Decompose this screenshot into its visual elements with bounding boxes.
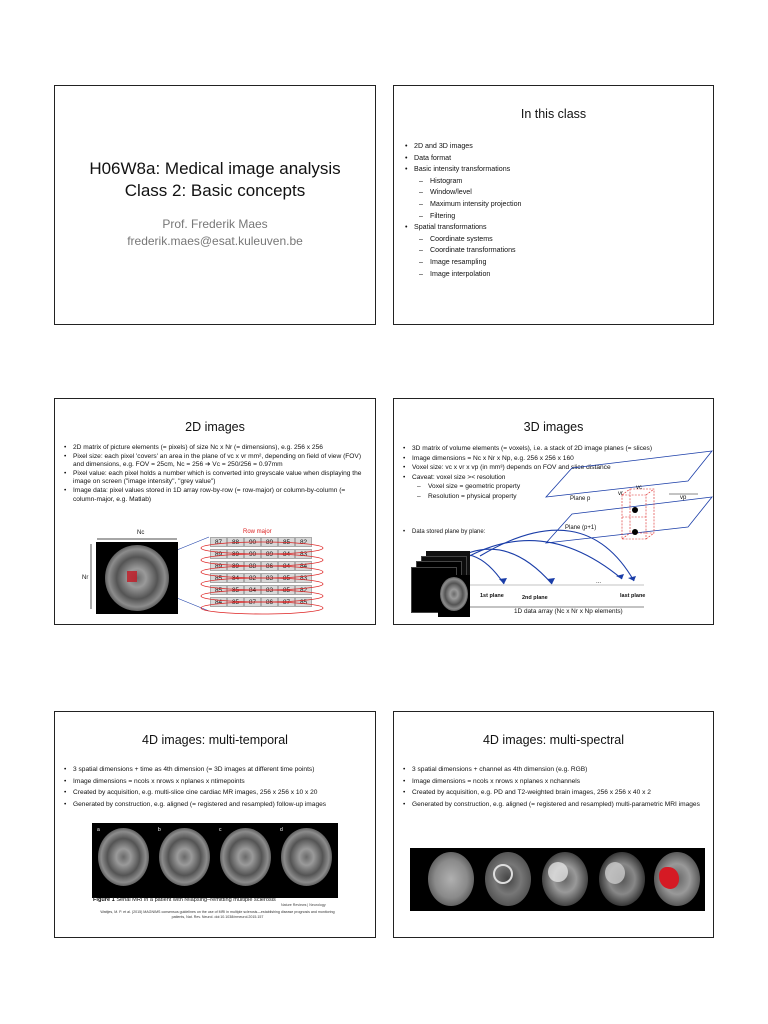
slide-title <box>54 85 376 325</box>
pixel-value-cell: 89 <box>261 549 278 559</box>
bullet-item: • Generated by construction, e.g. aligned (= registered and resampled) follow-up images <box>63 799 365 811</box>
pixel-value-cell: 83 <box>261 585 278 595</box>
bullet-item: • Pixel value: each pixel holds a number which is converted into greyscale value when displaying the image on screen ("image intensity", "grey value") <box>63 470 365 487</box>
pixel-value-cell: 85 <box>295 597 312 607</box>
pixel-value-cell: 83 <box>295 573 312 583</box>
bullet-item: • Generated by construction, e.g. aligned (= registered and resampled) multi-parametric MRI images <box>402 799 702 811</box>
pixel-value-cell: 82 <box>244 573 261 583</box>
sub-bullet-item: – Image resampling <box>404 257 704 269</box>
pixel-value-cell: 86 <box>261 561 278 571</box>
mri-panel-a: a <box>95 826 152 888</box>
pixel-value-cell: 85 <box>227 597 244 607</box>
bullet-item: • Caveat: voxel size >< resolution <box>402 473 702 483</box>
bullet-item: • Created by acquisition, e.g. multi-slice cine cardiac MR images, 256 x 256 x 10 x 20 <box>63 787 365 799</box>
bullet-item: • Image dimensions = Nc x Nr x Np, e.g. 256 x 256 x 160 <box>402 454 702 464</box>
pixel-value-cell: 85 <box>210 585 227 595</box>
pixel-value-cell: 86 <box>261 597 278 607</box>
course-title: H06W8a: Medical image analysis Class 2: Basic concepts <box>89 159 341 200</box>
slide-title-text: 4D images: multi-spectral <box>482 733 624 747</box>
pixel-value-cell: 87 <box>210 537 227 547</box>
coronal-mri-slice <box>438 575 470 617</box>
slide-title-text: In this class <box>520 107 587 121</box>
pixel-value-cell: 84 <box>295 561 312 571</box>
bullet-list <box>404 141 704 280</box>
citation: Wattjes, M. P. et al. (2015) MAGNIMS consensus guidelines on the use of MRI in multiple sclerosis—establishing disease prognosis and monitoring patients, Nat. Rev. Neurol. doi:10.1038/nrneurol.2015.157 <box>100 910 335 919</box>
figure-caption: Figure 1 Serial MRI in a patient with relapsing–remitting multiple sclerosis <box>93 897 276 903</box>
slide-in-this-class <box>393 85 714 325</box>
slide-2d-images <box>54 398 376 625</box>
slide-title-text: 3D images <box>523 420 584 434</box>
pixel-value-cell: 82 <box>295 585 312 595</box>
bullet-item: • Data format <box>404 153 704 165</box>
pixel-value-cell: 85 <box>278 585 295 595</box>
pixel-value-cell: 87 <box>244 597 261 607</box>
multispectral-mri-strip <box>410 848 705 911</box>
pixel-value-cell: 84 <box>278 549 295 559</box>
pixel-value-cell: 88 <box>244 561 261 571</box>
pixel-value-cell: 84 <box>227 573 244 583</box>
author-name: Prof. Frederik Maes <box>162 217 268 231</box>
mri-panel-b: b <box>156 826 213 888</box>
bullet-item: • Created by acquisition, e.g. PD and T2-weighted brain images, 256 x 256 x 40 x 2 <box>402 787 702 799</box>
array-caption: 1D data array (Nc x Nr x Np elements) <box>514 608 623 615</box>
pixel-value-cell: 89 <box>227 549 244 559</box>
pixel-value-cell: 89 <box>261 537 278 547</box>
pixel-value-cell: 90 <box>244 549 261 559</box>
vp-label: vp <box>680 495 687 501</box>
pixel-value-cell: 87 <box>278 597 295 607</box>
data-stored-label: • Data stored plane by plane: <box>403 529 486 535</box>
slide-4d-multi-spectral <box>393 711 714 938</box>
bullet-item: • 3 spatial dimensions + time as 4th dimension (= 3D images at different time points) <box>63 764 365 776</box>
journal-label: Nature Reviews | Neurology <box>281 903 326 907</box>
mri-channel-4 <box>593 850 651 908</box>
mri-axial-image <box>96 542 178 614</box>
pixel-value-cell: 84 <box>278 561 295 571</box>
mri-channel-3 <box>536 850 594 908</box>
nc-label: Nc <box>137 530 145 536</box>
row-major-label: Row major <box>243 529 272 535</box>
bullet-item: • Voxel size: vc x vr x vp (in mm³) depends on FOV and slice distance <box>402 463 702 473</box>
vc-label: vc <box>636 485 642 491</box>
sub-bullet-item: – Filtering <box>404 211 704 223</box>
sub-bullet-item: – Histogram <box>404 176 704 188</box>
mri-panel-c: c <box>217 826 274 888</box>
pixel-value-cell: 85 <box>278 573 295 583</box>
mri-channel-2 <box>479 850 537 908</box>
sub-bullet-item: – Maximum intensity projection <box>404 199 704 211</box>
bullet-item: • Image dimensions = ncols x nrows x nplanes x nchannels <box>402 776 702 788</box>
pixel-value-cell: 89 <box>210 549 227 559</box>
bullet-item: • 3D matrix of volume elements (= voxels), i.e. a stack of 2D image planes (= slices) <box>402 444 702 454</box>
sub-bullet-item: – Coordinate systems <box>404 234 704 246</box>
slide-3d-images <box>393 398 714 625</box>
pixel-value-cell: 83 <box>261 573 278 583</box>
sub-bullet-item: – Window/level <box>404 187 704 199</box>
first-plane-label: 1st plane <box>480 593 504 599</box>
pixel-value-cell: 88 <box>227 537 244 547</box>
plane-p1-label: Plane (p+1) <box>565 525 597 531</box>
mri-panel-d: d <box>278 826 335 888</box>
pixel-value-cell: 84 <box>244 585 261 595</box>
pixel-value-cell: 90 <box>244 537 261 547</box>
bullet-item: • 2D matrix of picture elements (= pixels) of size Nc x Nr (= dimensions), e.g. 256 x 256 <box>63 444 365 453</box>
sub-bullet-item: – Image interpolation <box>404 269 704 281</box>
slice-stack <box>406 551 470 621</box>
bullet-list <box>63 764 365 810</box>
pixel-value-cell: 82 <box>295 537 312 547</box>
second-plane-label: 2nd plane <box>522 595 548 601</box>
nr-label: Nr <box>82 575 89 581</box>
roi-box <box>127 571 137 582</box>
bullet-item: • Pixel size: each pixel 'covers' an area in the plane of vc x vr mm², depending on field of view (FOV) and dimensions, e.g. FOV = 25cm, Nc = 256 ➔ Vc = 250/256 = 0.97mm <box>63 453 365 470</box>
pixel-value-cell: 85 <box>210 573 227 583</box>
pixel-value-cell: 84 <box>210 597 227 607</box>
slide-4d-multi-temporal <box>54 711 376 938</box>
pixel-value-cell: 89 <box>210 561 227 571</box>
bullet-list <box>402 764 702 810</box>
serial-mri-figure <box>92 823 338 898</box>
pixel-value-cell: 85 <box>227 585 244 595</box>
pixel-value-cell: 89 <box>227 561 244 571</box>
plane-p-label: Plane p <box>570 496 591 502</box>
tumor-overlay <box>659 867 679 889</box>
bullet-item: • 2D and 3D images <box>404 141 704 153</box>
bullet-item: • Spatial transformations <box>404 222 704 234</box>
ellipsis-label: ... <box>596 579 602 585</box>
mri-channel-5-segmented <box>650 850 704 908</box>
bullet-item: • Image dimensions = ncols x nrows x nplanes x ntimepoints <box>63 776 365 788</box>
sub-bullet-item: – Coordinate transformations <box>404 245 704 257</box>
pixel-value-cell: 83 <box>295 549 312 559</box>
vr-label: vr <box>618 491 623 497</box>
slide-title-text: 2D images <box>185 420 245 434</box>
bullet-item: • Image data: pixel values stored in 1D array row-by-row (= row-major) or column-by-column (= column-major, e.g. Matlab) <box>63 487 365 504</box>
author-email: frederik.maes@esat.kuleuven.be <box>127 234 303 248</box>
bullet-item: • 3 spatial dimensions + channel as 4th dimension (e.g. RGB) <box>402 764 702 776</box>
pixel-value-cell: 85 <box>278 537 295 547</box>
bullet-item: • Basic intensity transformations <box>404 164 704 176</box>
last-plane-label: last plane <box>620 593 646 599</box>
sub-bullet-item: – Resolution = physical property <box>402 492 702 502</box>
row-major-arrows <box>200 535 325 615</box>
slide-title-text: 4D images: multi-temporal <box>142 733 288 747</box>
mri-channel-1 <box>422 850 480 908</box>
sub-bullet-item: – Voxel size = geometric property <box>402 482 702 492</box>
